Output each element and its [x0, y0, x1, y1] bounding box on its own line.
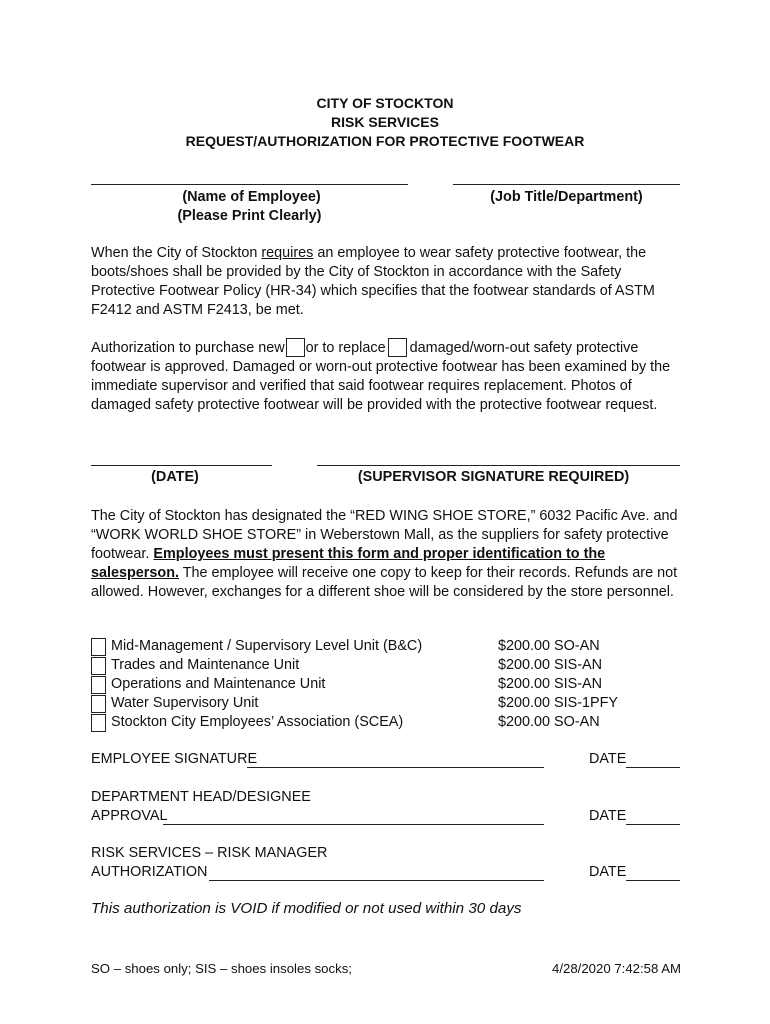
supervisor-signature-line[interactable]: [317, 465, 680, 466]
authorization-paragraph: [91, 338, 683, 415]
dept-head-label: DEPARTMENT HEAD/DESIGNEE: [91, 789, 311, 805]
unit-label-operations: Operations and Maintenance Unit: [111, 676, 326, 692]
dept-date-label: DATE: [589, 808, 627, 824]
unit-amount-operations: $200.00 SIS-AN: [498, 676, 602, 692]
store-info-paragraph: [91, 507, 683, 602]
auth-text-damaged: damaged/worn-out safety protective: [409, 340, 639, 356]
job-title-line[interactable]: [453, 184, 680, 185]
store-info-requirement: Employees must present this form and proper identification to the salesperson.: [91, 546, 606, 581]
intro-paragraph: [91, 244, 683, 320]
unit-amount-water: $200.00 SIS-1PFY: [498, 695, 618, 711]
date-label: (DATE): [151, 469, 199, 485]
unit-label-bc: Mid-Management / Supervisory Level Unit (B&C): [111, 638, 423, 654]
form-title: REQUEST/AUTHORIZATION FOR PROTECTIVE FOOTWEAR: [185, 133, 585, 149]
footer-legend: SO – shoes only; SIS – shoes insoles socks;: [91, 961, 352, 976]
footer-timestamp: 4/28/2020 7:42:58 AM: [552, 961, 682, 976]
employee-signature-line[interactable]: [247, 767, 544, 768]
risk-date-label: DATE: [589, 864, 627, 880]
unit-checkbox-trades[interactable]: [91, 657, 106, 675]
auth-text-rest: footwear is approved. Damaged or worn-out protective footwear has been examined by the immediate supervisor and verified that said footwear requires replacement. Photos of damaged safety protective footwear will be provided with the protective footwear request.: [91, 359, 671, 413]
dept-date-line[interactable]: [626, 824, 680, 825]
print-clearly-note: (Please Print Clearly): [177, 208, 322, 224]
city-title: CITY OF STOCKTON: [316, 95, 454, 111]
intro-text-start: When the City of Stockton: [91, 245, 262, 261]
employee-name-label: [91, 188, 408, 226]
store-info-text: The City of Stockton has designated the “RED WING SHOE STORE,” 6032 Pacific Ave. and “WORK WORLD SHOE STORE” in Weberstown Mall, as the suppliers for safety protective footwear.: [91, 508, 678, 562]
auth-text-replace: or to replace: [305, 340, 386, 356]
date-line[interactable]: [91, 465, 272, 466]
risk-manager-label: RISK SERVICES – RISK MANAGER: [91, 845, 328, 861]
employee-date-label: DATE: [589, 751, 627, 767]
auth-text-new: Authorization to purchase new: [91, 340, 285, 356]
store-info-policy: The employee will receive one copy to keep for their records. Refunds are not allowed. However, exchanges for a different shoe will be considered by the store personnel.: [91, 565, 678, 600]
unit-label-water: Water Supervisory Unit: [111, 695, 259, 711]
intro-requires: requires: [261, 245, 314, 261]
name-label-text: (Name of Employee): [182, 189, 321, 205]
form-header: [0, 94, 770, 151]
unit-checkbox-operations[interactable]: [91, 676, 106, 694]
dept-approval-line[interactable]: [163, 824, 544, 825]
new-footwear-checkbox[interactable]: [286, 338, 305, 357]
risk-date-line[interactable]: [626, 880, 680, 881]
unit-checkbox-bc[interactable]: [91, 638, 106, 656]
dept-approval-label: APPROVAL: [91, 808, 168, 824]
unit-checkbox-scea[interactable]: [91, 714, 106, 732]
department-title: RISK SERVICES: [331, 114, 439, 130]
unit-label-trades: Trades and Maintenance Unit: [111, 657, 300, 673]
employee-date-line[interactable]: [626, 767, 680, 768]
unit-checkbox-water[interactable]: [91, 695, 106, 713]
replace-footwear-checkbox[interactable]: [388, 338, 407, 357]
risk-authorization-label: AUTHORIZATION: [91, 864, 208, 880]
job-title-label: (Job Title/Department): [490, 189, 643, 205]
supervisor-label: (SUPERVISOR SIGNATURE REQUIRED): [357, 469, 630, 485]
employee-signature-label: EMPLOYEE SIGNATURE: [91, 751, 258, 767]
risk-authorization-line[interactable]: [209, 880, 544, 881]
unit-amount-bc: $200.00 SO-AN: [498, 638, 600, 654]
unit-amount-scea: $200.00 SO-AN: [498, 714, 600, 730]
employee-name-line[interactable]: [91, 184, 408, 185]
intro-text-end: an employee to wear safety protective footwear, the boots/shoes shall be provided by the City of Stockton in accordance with the Safety Protective Footwear Policy (HR-34) which specifies that the footwear standards of ASTM F2412 and ASTM F2413, be met.: [91, 245, 655, 318]
void-note: This authorization is VOID if modified or not used within 30 days: [91, 900, 522, 917]
unit-amount-trades: $200.00 SIS-AN: [498, 657, 602, 673]
unit-label-scea: Stockton City Employees’ Association (SCEA): [111, 714, 404, 730]
